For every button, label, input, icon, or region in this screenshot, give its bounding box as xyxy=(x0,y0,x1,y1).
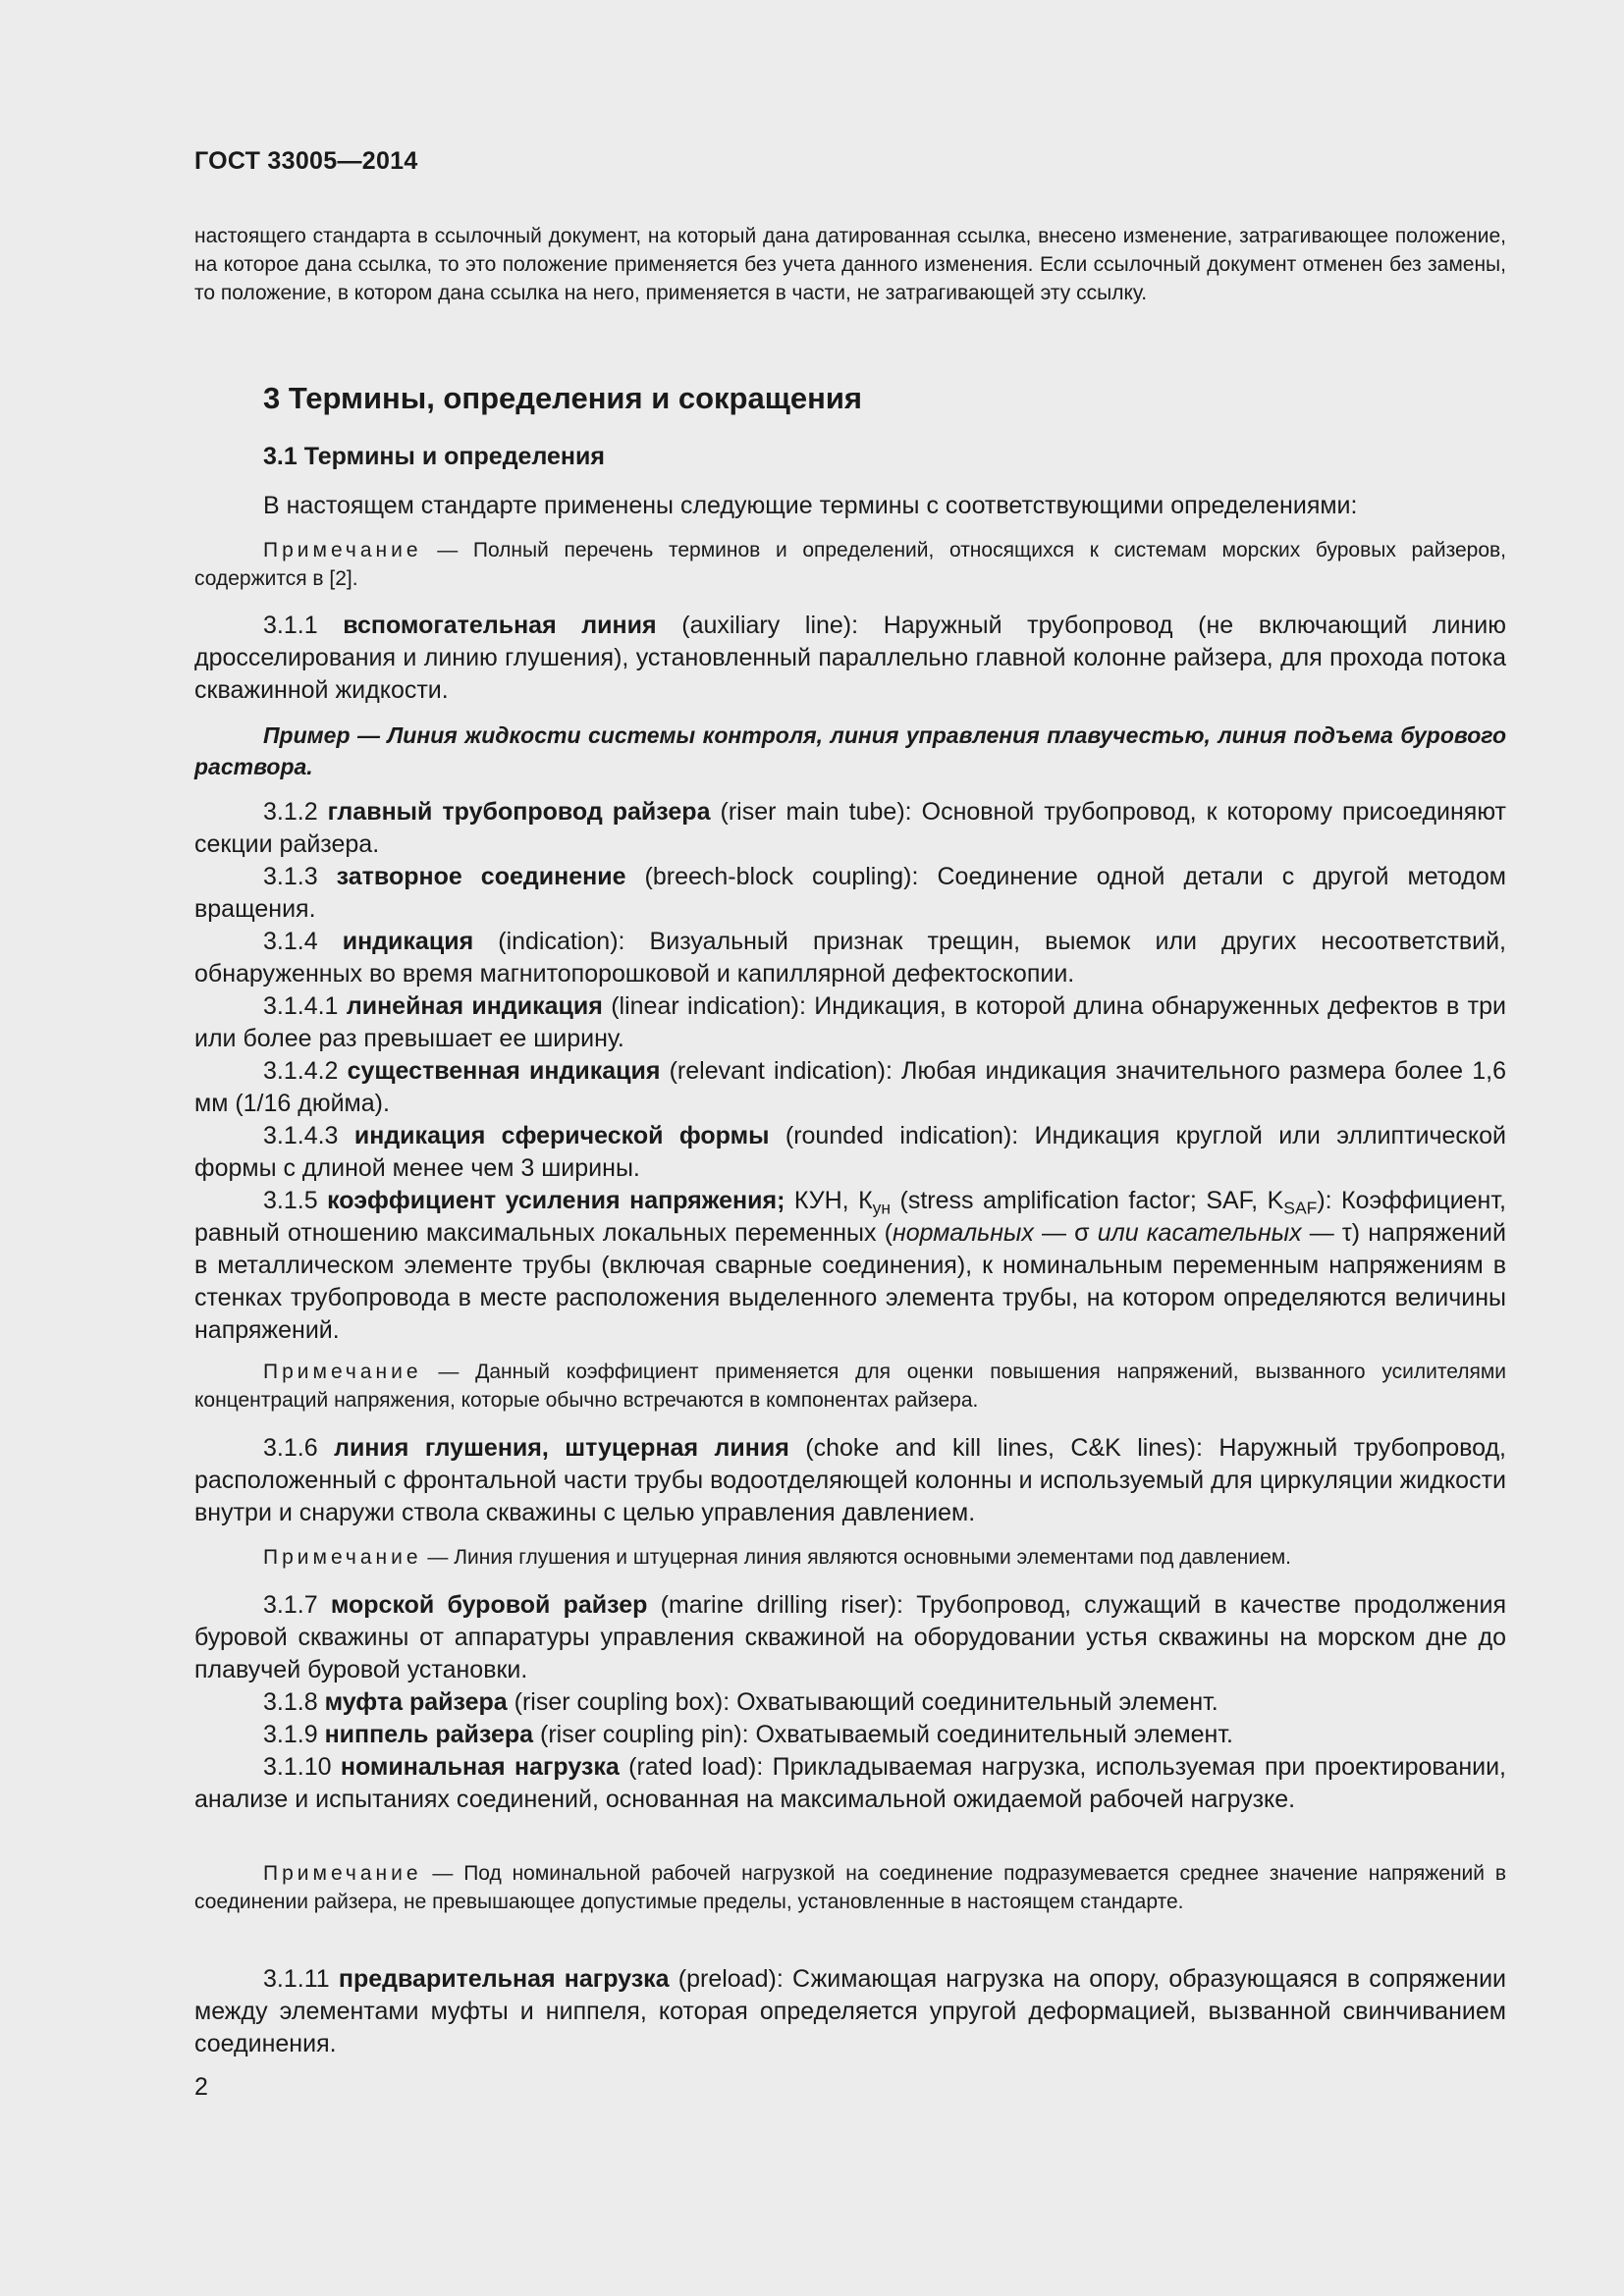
term-definition-part: ): Коэффициент, равный отношению максимальных локальных переменных ( xyxy=(194,1187,1506,1247)
subscript-saf: SAF xyxy=(1283,1198,1318,1218)
term-definition: (choke and kill lines, C&K lines): Наружный трубопровод, расположенный с фронтальной части трубы водоотделяющей колонны и используемый для циркуляции жидкости внутри и снаружи ствола скважины с целью управления давлением. xyxy=(194,1434,1506,1526)
note-3 xyxy=(194,1543,1506,1572)
note-2 xyxy=(194,1358,1506,1415)
term-name: индикация xyxy=(342,928,474,955)
note-dash: — xyxy=(421,1361,476,1383)
term-name: номинальная нагрузка xyxy=(340,1753,620,1781)
intro-block xyxy=(194,222,1506,307)
term-definition: (riser coupling box): Охватывающий соединительный элемент. xyxy=(507,1688,1218,1716)
term-3-1-3 xyxy=(194,861,1506,926)
term-definition-part: — τ) напряжений в металлическом элементе трубы (включая сварные соединения), к номинальным переменным напряжениям в стенках трубопровода в месте расположения выделенного элемента трубы, на котором определяются величины напряжений. xyxy=(194,1219,1506,1344)
term-name: индикация сферической формы xyxy=(353,1122,770,1149)
term-number: 3.1.4.1 xyxy=(263,992,347,1020)
section-3-heading-wrap xyxy=(194,381,1506,416)
term-name: линия глушения, штуцерная линия xyxy=(334,1434,789,1462)
note-label: Примечание xyxy=(263,1546,422,1569)
section-3-1-heading: 3.1 Термины и определения xyxy=(263,443,605,470)
term-3-1-10 xyxy=(194,1751,1506,1816)
term-number: 3.1.11 xyxy=(263,1965,339,1993)
term-definition: (riser main tube): Основной трубопровод, к которому присоединяют секции райзера. xyxy=(194,798,1506,858)
term-name: затворное соединение xyxy=(336,863,626,890)
terms-block-1 xyxy=(194,796,1506,1347)
term-3-1-11 xyxy=(194,1963,1506,2060)
terms-block-2 xyxy=(194,1589,1506,1816)
note-4-text: Под номинальной рабочей нагрузкой на соединение подразумевается среднее значение напряжений в соединении райзера, не превышающее допустимые пределы, установленные в настоящем стандарте. xyxy=(194,1862,1506,1913)
note-1-text: Полный перечень терминов и определений, относящихся к системам морских буровых райзеров, содержится в [2]. xyxy=(194,539,1506,590)
term-3-1-1 xyxy=(194,610,1506,707)
term-definition: (breech-block coupling): Соединение одной детали с другой методом вращения. xyxy=(194,863,1506,923)
term-name: главный трубопровод райзера xyxy=(327,798,711,826)
term-english: (stress amplification factor; SAF, K xyxy=(891,1187,1284,1214)
term-name: существенная индикация xyxy=(347,1057,661,1085)
term-definition: (marine drilling riser): Трубопровод, служащий в качестве продолжения буровой скважины от аппаратуры управления скважиной на оборудовании устья скважины на морском дне до плавучей буровой установки. xyxy=(194,1591,1506,1683)
term-3-1-5 xyxy=(194,1185,1506,1347)
page-number: 2 xyxy=(194,2073,208,2101)
term-definition: (auxiliary line): Наружный трубопровод (не включающий линию дросселирования и линию глушения), установленный параллельно главной колонне райзера, для прохода потока скважинной жидкости. xyxy=(194,612,1506,704)
term-3-1-4-3 xyxy=(194,1120,1506,1185)
term-3-1-8 xyxy=(194,1686,1506,1719)
term-name: муфта райзера xyxy=(324,1688,508,1716)
term-number: 3.1.4.3 xyxy=(263,1122,354,1149)
term-number: 3.1.1 xyxy=(263,612,344,639)
note-label: Примечание xyxy=(263,1862,422,1885)
term-number: 3.1.3 xyxy=(263,863,337,890)
term-3-1-4-1 xyxy=(194,990,1506,1055)
section-3-heading: 3 Термины, определения и сокращения xyxy=(263,381,862,415)
term-name: вспомогательная линия xyxy=(343,612,657,639)
subscript-un: ун xyxy=(872,1198,892,1218)
term-name: морской буровой райзер xyxy=(330,1591,648,1619)
term-number: 3.1.6 xyxy=(263,1434,335,1462)
term-3-1-4 xyxy=(194,926,1506,990)
note-dash: — xyxy=(421,1862,464,1885)
term-definition: (preload): Сжимающая нагрузка на опору, образующаяся в сопряжении между элементами муфты и ниппеля, которая определяется упругой деформацией, вызванной свинчиванием соединения. xyxy=(194,1965,1506,2057)
note-2-text: Данный коэффициент применяется для оценки повышения напряжений, вызванного усилителями концентраций напряжения, которые обычно встречаются в компонентах райзера. xyxy=(194,1361,1506,1412)
term-3-1-7 xyxy=(194,1589,1506,1686)
lead-paragraph: В настоящем стандарте применены следующие термины с соответствующими определениями: xyxy=(263,492,1358,519)
term-number: 3.1.8 xyxy=(263,1688,325,1716)
term-3-1-4-2 xyxy=(194,1055,1506,1120)
term-number: 3.1.10 xyxy=(263,1753,341,1781)
example-block xyxy=(194,720,1506,782)
term-name: линейная индикация xyxy=(346,992,603,1020)
term-number: 3.1.2 xyxy=(263,798,328,826)
term-number: 3.1.4 xyxy=(263,928,343,955)
note-label: Примечание xyxy=(263,539,422,561)
note-1 xyxy=(194,536,1506,593)
term-name: предварительная нагрузка xyxy=(338,1965,670,1993)
note-dash: — xyxy=(421,1546,455,1569)
note-3-text: Линия глушения и штуцерная линия являются основными элементами под давлением. xyxy=(454,1546,1292,1569)
term-definition: (indication): Визуальный признак трещин, выемок или других несоответствий, обнаруженных во время магнитопорошковой и капиллярной дефектоскопии. xyxy=(194,928,1506,988)
term-number: 3.1.9 xyxy=(263,1721,325,1748)
term-number: 3.1.7 xyxy=(263,1591,331,1619)
term-definition: (rounded indication): Индикация круглой или эллиптической формы с длиной менее чем 3 ширины. xyxy=(194,1122,1507,1182)
term-name: коэффициент усиления напряжения; xyxy=(327,1187,785,1214)
section-31-heading-wrap xyxy=(194,443,1506,471)
italic-normal: нормальных xyxy=(892,1219,1034,1247)
term-definition: (rated load): Прикладываемая нагрузка, используемая при проектировании, анализе и испытаниях соединений, основанная на максимальной ожидаемой рабочей нагрузке. xyxy=(194,1753,1506,1813)
term-abbr: КУН, К xyxy=(785,1187,873,1214)
note-4 xyxy=(194,1859,1506,1916)
term-name: ниппель райзера xyxy=(324,1721,534,1748)
note-dash: — xyxy=(421,539,473,561)
term-definition: (riser coupling pin): Охватываемый соединительный элемент. xyxy=(533,1721,1233,1748)
term-number: 3.1.5 xyxy=(263,1187,328,1214)
term-definition-part: — σ xyxy=(1033,1219,1098,1247)
lead-block xyxy=(194,490,1506,522)
italic-tangential: или касательных xyxy=(1097,1219,1302,1247)
term-3-1-6 xyxy=(194,1432,1506,1529)
term-3-1-9 xyxy=(194,1719,1506,1751)
note-label: Примечание xyxy=(263,1361,422,1383)
document-header: ГОСТ 33005—2014 xyxy=(194,147,418,175)
term-definition: (linear indication): Индикация, в которой длина обнаруженных дефектов в три или более раз превышает ее ширину. xyxy=(194,992,1507,1052)
term-definition: (relevant indication): Любая индикация значительного размера более 1,6 мм (1/16 дюйма). xyxy=(194,1057,1506,1117)
example-text: Пример — Линия жидкости системы контроля, линия управления плавучестью, линия подъема бурового раствора. xyxy=(194,722,1506,779)
term-3-1-2 xyxy=(194,796,1506,861)
intro-paragraph: настоящего стандарта в ссылочный документ, на который дана датированная ссылка, внесено изменение, затрагивающее положение, на которое дана ссылка, то это положение применяется без учета данного изменения. Если ссылочный документ отменен без замены, то положение, в котором дана ссылка на него, применяется в части, не затрагивающей эту ссылку. xyxy=(194,225,1506,304)
term-number: 3.1.4.2 xyxy=(263,1057,348,1085)
